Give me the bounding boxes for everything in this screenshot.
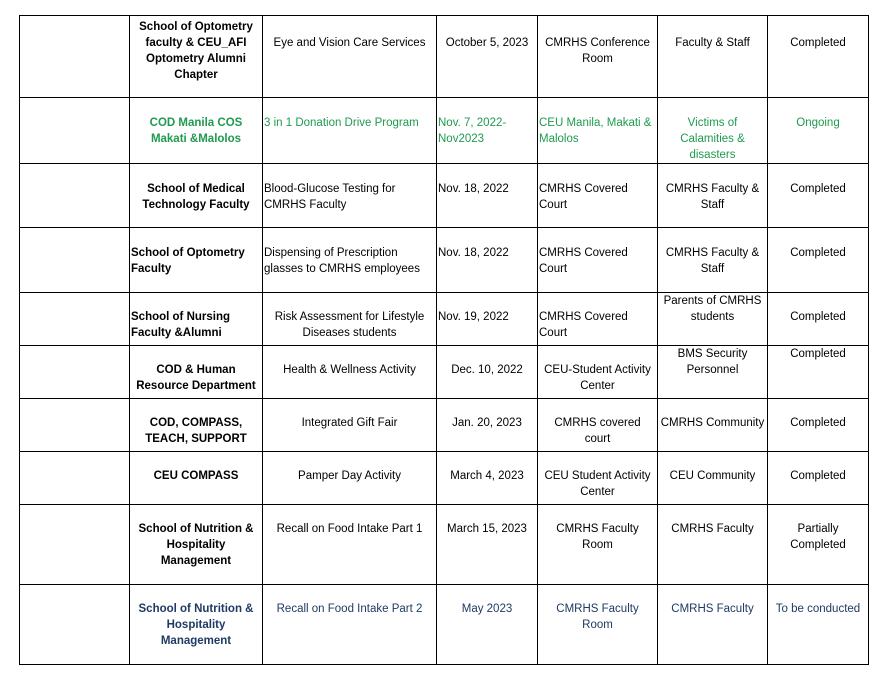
venue-cell: CEU-Student Activity Center — [538, 346, 658, 399]
table-row — [20, 505, 869, 585]
blank-cell — [20, 452, 130, 505]
organizer-cell: COD, COMPASS, TEACH, SUPPORT — [130, 399, 263, 452]
status-cell: Completed — [768, 399, 869, 452]
blank-cell — [20, 16, 130, 98]
activity-cell: Blood-Glucose Testing for CMRHS Faculty — [263, 164, 437, 228]
beneficiaries-cell: CMRHS Faculty & Staff — [658, 228, 768, 293]
blank-cell — [20, 228, 130, 293]
beneficiaries-cell: CMRHS Faculty & Staff — [658, 164, 768, 228]
venue-cell: CMRHS covered court — [538, 399, 658, 452]
venue-cell: CEU Student Activity Center — [538, 452, 658, 505]
blank-cell — [20, 585, 130, 665]
status-cell: To be conducted — [768, 585, 869, 665]
blank-cell — [20, 164, 130, 228]
table-row — [20, 585, 869, 665]
table-row — [20, 98, 869, 164]
status-cell: Completed — [768, 164, 869, 228]
blank-cell — [20, 505, 130, 585]
beneficiaries-cell: Faculty & Staff — [658, 16, 768, 98]
activity-cell: Health & Wellness Activity — [263, 346, 437, 399]
activity-cell: Recall on Food Intake Part 1 — [263, 505, 437, 585]
activity-cell: Recall on Food Intake Part 2 — [263, 585, 437, 665]
status-cell: Ongoing — [768, 98, 869, 164]
blank-cell — [20, 293, 130, 346]
venue-cell: CEU Manila, Makati & Malolos — [538, 98, 658, 164]
date-cell: Jan. 20, 2023 — [437, 399, 538, 452]
date-cell: Nov. 7, 2022- Nov2023 — [437, 98, 538, 164]
beneficiaries-cell: Parents of CMRHS students — [658, 293, 768, 346]
table-row — [20, 452, 869, 505]
table-row — [20, 16, 869, 98]
beneficiaries-cell: CEU Community — [658, 452, 768, 505]
date-cell: Dec. 10, 2022 — [437, 346, 538, 399]
date-cell: Nov. 19, 2022 — [437, 293, 538, 346]
status-cell: Completed — [768, 228, 869, 293]
beneficiaries-cell: BMS Security Personnel — [658, 346, 768, 399]
table-row — [20, 399, 869, 452]
activities-table — [19, 15, 869, 665]
table-row — [20, 346, 869, 399]
beneficiaries-cell: Victims of Calamities & disasters — [658, 98, 768, 164]
venue-cell: CMRHS Covered Court — [538, 228, 658, 293]
venue-cell: CMRHS Covered Court — [538, 164, 658, 228]
organizer-cell: School of Optometry Faculty — [130, 228, 263, 293]
activity-cell: Dispensing of Prescription glasses to CMRHS employees — [263, 228, 437, 293]
status-cell: Completed — [768, 293, 869, 346]
activity-cell: Eye and Vision Care Services — [263, 16, 437, 98]
status-cell: Completed — [768, 346, 869, 399]
date-cell: October 5, 2023 — [437, 16, 538, 98]
date-cell: Nov. 18, 2022 — [437, 228, 538, 293]
table-row — [20, 293, 869, 346]
status-cell: Completed — [768, 16, 869, 98]
activity-cell: Pamper Day Activity — [263, 452, 437, 505]
activity-cell: Integrated Gift Fair — [263, 399, 437, 452]
table-row — [20, 228, 869, 293]
venue-cell: CMRHS Conference Room — [538, 16, 658, 98]
date-cell: March 4, 2023 — [437, 452, 538, 505]
blank-cell — [20, 399, 130, 452]
organizer-cell: School of Medical Technology Faculty — [130, 164, 263, 228]
blank-cell — [20, 98, 130, 164]
organizer-cell: School of Nursing Faculty &Alumni — [130, 293, 263, 346]
organizer-cell: School of Nutrition & Hospitality Management — [130, 505, 263, 585]
venue-cell: CMRHS Faculty Room — [538, 505, 658, 585]
table-row — [20, 164, 869, 228]
date-cell: March 15, 2023 — [437, 505, 538, 585]
organizer-cell: School of Optometry faculty & CEU_AFI Optometry Alumni Chapter — [130, 16, 263, 98]
date-cell: Nov. 18, 2022 — [437, 164, 538, 228]
date-cell: May 2023 — [437, 585, 538, 665]
status-cell: Completed — [768, 452, 869, 505]
blank-cell — [20, 346, 130, 399]
organizer-cell: School of Nutrition & Hospitality Management — [130, 585, 263, 665]
beneficiaries-cell: CMRHS Faculty — [658, 585, 768, 665]
organizer-cell: COD & Human Resource Department — [130, 346, 263, 399]
beneficiaries-cell: CMRHS Faculty — [658, 505, 768, 585]
activity-cell: 3 in 1 Donation Drive Program — [263, 98, 437, 164]
beneficiaries-cell: CMRHS Community — [658, 399, 768, 452]
venue-cell: CMRHS Faculty Room — [538, 585, 658, 665]
organizer-cell: CEU COMPASS — [130, 452, 263, 505]
venue-cell: CMRHS Covered Court — [538, 293, 658, 346]
activity-cell: Risk Assessment for Lifestyle Diseases students — [263, 293, 437, 346]
organizer-cell: COD Manila COS Makati &Malolos — [130, 98, 263, 164]
status-cell: Partially Completed — [768, 505, 869, 585]
